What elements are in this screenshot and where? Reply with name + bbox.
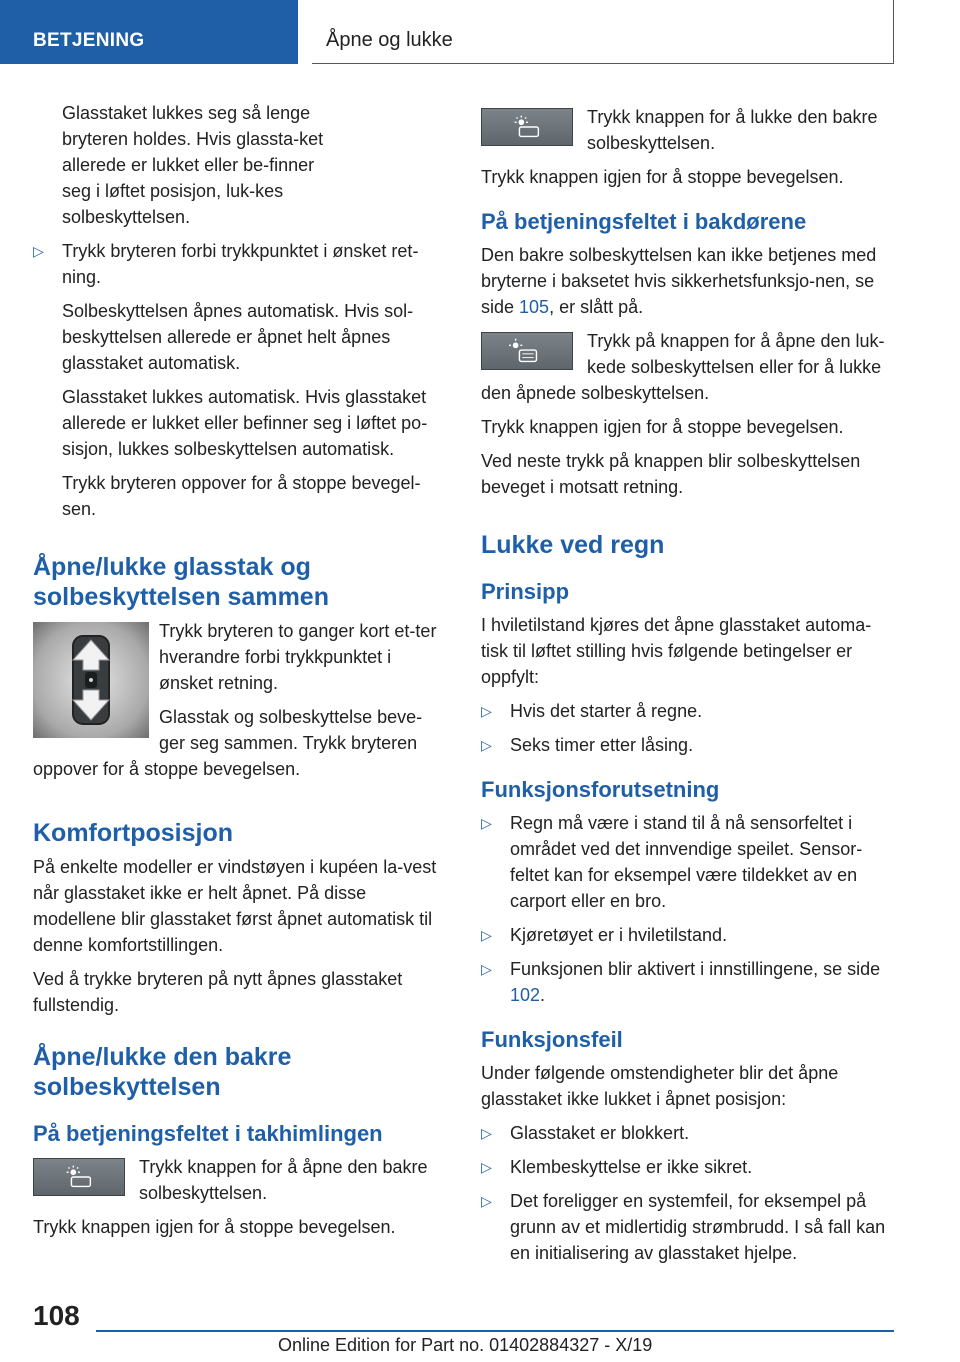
triangle-right-icon: ▷ <box>481 737 492 753</box>
list-item-text: Kjøretøyet er i hviletilstand. <box>510 925 728 945</box>
triangle-right-icon: ▷ <box>33 243 44 259</box>
paragraph-text: , er slått på. <box>549 297 644 317</box>
list-item-text-part: Funksjonen blir aktivert i innstillingene, se side <box>510 959 881 979</box>
paragraph: Trykk bryteren to ganger kort et-ter hverandre forbi trykkpunktet i ønsket retning. <box>159 621 437 693</box>
left-column <box>33 100 448 1248</box>
list-item <box>481 1120 896 1146</box>
triangle-right-icon: ▷ <box>481 703 492 719</box>
triangle-right-icon: ▷ <box>481 815 492 831</box>
sunblind-open-button-image <box>33 1158 125 1196</box>
heading-rear: Åpne/lukke den bakre solbeskyttelsen <box>33 1043 292 1101</box>
page-number: 108 <box>33 1300 80 1331</box>
paragraph-text: Den bakre solbeskyttelsen kan ikke betjenes med bryterne i baksetet hvis sikkerhetsfunksjo-nen, se side <box>481 245 877 317</box>
page-link-102[interactable]: 102 <box>510 985 541 1005</box>
intro-paragraph: Glasstaket lukkes seg så lenge bryteren holdes. Hvis glassta-ket allerede er lukket eller be-finner seg i løftet posisjon, luk-kes solbeskyttelsen. <box>62 103 324 227</box>
switch-illustration-icon <box>33 622 149 738</box>
paragraph: På enkelte modeller er vindstøyen i kupéen la-vest når glasstaket ikke er helt åpnet. På disse modellene blir glasstaket først åpnet automatisk til denne komfortstillingen. <box>33 857 437 955</box>
list-item-text <box>510 956 896 1008</box>
list-item-text: Det foreligger en systemfeil, for eksempel på grunn av et midlertidig strømbrudd. I så fall kan en initialisering av glasstaket hjelpe. <box>510 1191 886 1263</box>
paragraph: Solbeskyttelsen åpnes automatisk. Hvis sol-beskyttelsen allerede er åpnet helt åpnes glasstaket automatisk. <box>62 301 414 373</box>
heading-comfort: Komfortposisjon <box>33 819 233 847</box>
footer-divider <box>96 1330 894 1332</box>
paragraph: Trykk knappen for å lukke den bakre solbeskyttelsen. <box>587 107 878 153</box>
list-item-text: Glasstaket er blokkert. <box>510 1123 690 1143</box>
paragraph: Trykk knappen for å åpne den bakre solbeskyttelsen. <box>139 1157 428 1203</box>
sunblind-close-button-image <box>481 108 573 146</box>
heading-roof-panel: På betjeningsfeltet i takhimlingen <box>33 1121 383 1146</box>
paragraph: Trykk knappen igjen for å stoppe bevegelsen. <box>481 167 844 187</box>
paragraph: Trykk på knappen for å åpne den luk-kede solbeskyttelsen eller for å lukke den åpnede solbeskyttelsen. <box>481 331 885 403</box>
list-item-text: Hvis det starter å regne. <box>510 701 703 721</box>
list-item-text: Regn må være i stand til å nå sensorfeltet i området ved det innvendige speilet. Sensor-feltet kan for eksempel være tildekket av en carport eller en bro. <box>510 813 863 911</box>
right-column <box>481 104 896 1274</box>
list-item <box>481 956 896 1008</box>
triangle-right-icon: ▷ <box>481 927 492 943</box>
paragraph: Ved neste trykk på knappen blir solbeskyttelsen beveget i motsatt retning. <box>481 451 861 497</box>
paragraph: Glasstak og solbeskyttelse beve-ger seg sammen. Trykk bryteren oppover for å stoppe bevegelsen. <box>33 707 423 779</box>
list-item-text-part: . <box>540 985 546 1005</box>
edition-note: Online Edition for Part no. 01402884327 - X/19 <box>278 1335 653 1355</box>
page-link-105[interactable]: 105 <box>519 297 550 317</box>
heading-together: Åpne/lukke glasstak og solbeskyttelsen sammen <box>33 553 329 611</box>
heading-prerequisite: Funksjonsforutsetning <box>481 777 720 802</box>
section-label: BETJENING <box>33 30 145 51</box>
door-sunblind-icon <box>482 333 572 369</box>
list-item <box>33 238 448 290</box>
paragraph: I hviletilstand kjøres det åpne glasstaket automa-tisk til løftet stilling hvis følgende betingelser er oppfylt: <box>481 615 872 687</box>
sunblind-icon <box>34 1159 124 1195</box>
roof-switch-image <box>33 622 149 738</box>
list-item-text: Klembeskyttelse er ikke sikret. <box>510 1157 753 1177</box>
list-item <box>481 1188 896 1266</box>
triangle-right-icon: ▷ <box>481 961 492 977</box>
list-item-text: Trykk bryteren forbi trykkpunktet i ønsket ret-ning. <box>62 241 419 287</box>
list-item <box>481 1154 896 1180</box>
triangle-right-icon: ▷ <box>481 1125 492 1141</box>
paragraph: Under følgende omstendigheter blir det åpne glasstaket ikke lukket i åpnet posisjon: <box>481 1063 839 1109</box>
heading-rear-doors: På betjeningsfeltet i bakdørene <box>481 209 807 234</box>
list-item <box>481 732 896 758</box>
list-item <box>481 698 896 724</box>
heading-principle: Prinsipp <box>481 579 570 604</box>
sunblind-icon <box>482 109 572 145</box>
heading-rain: Lukke ved regn <box>481 531 665 559</box>
paragraph <box>481 242 896 320</box>
door-sunblind-button-image <box>481 332 573 370</box>
paragraph: Trykk knappen igjen for å stoppe bevegelsen. <box>33 1217 396 1237</box>
chapter-title-box <box>312 0 894 64</box>
list-item <box>481 810 896 914</box>
heading-fault: Funksjonsfeil <box>481 1027 623 1052</box>
triangle-right-icon: ▷ <box>481 1159 492 1175</box>
section-tab <box>0 0 298 64</box>
chapter-title: Åpne og lukke <box>326 29 453 51</box>
paragraph: Ved å trykke bryteren på nytt åpnes glasstaket fullstendig. <box>33 969 403 1015</box>
paragraph: Trykk bryteren oppover for å stoppe bevegel-sen. <box>62 473 421 519</box>
triangle-right-icon: ▷ <box>481 1193 492 1209</box>
list-item-text: Seks timer etter låsing. <box>510 735 694 755</box>
list-item <box>481 922 896 948</box>
paragraph: Glasstaket lukkes automatisk. Hvis glasstaket allerede er lukket eller befinner seg i løftet po-sisjon, lukkes solbeskyttelsen automatisk. <box>62 387 428 459</box>
paragraph: Trykk knappen igjen for å stoppe bevegelsen. <box>481 417 844 437</box>
